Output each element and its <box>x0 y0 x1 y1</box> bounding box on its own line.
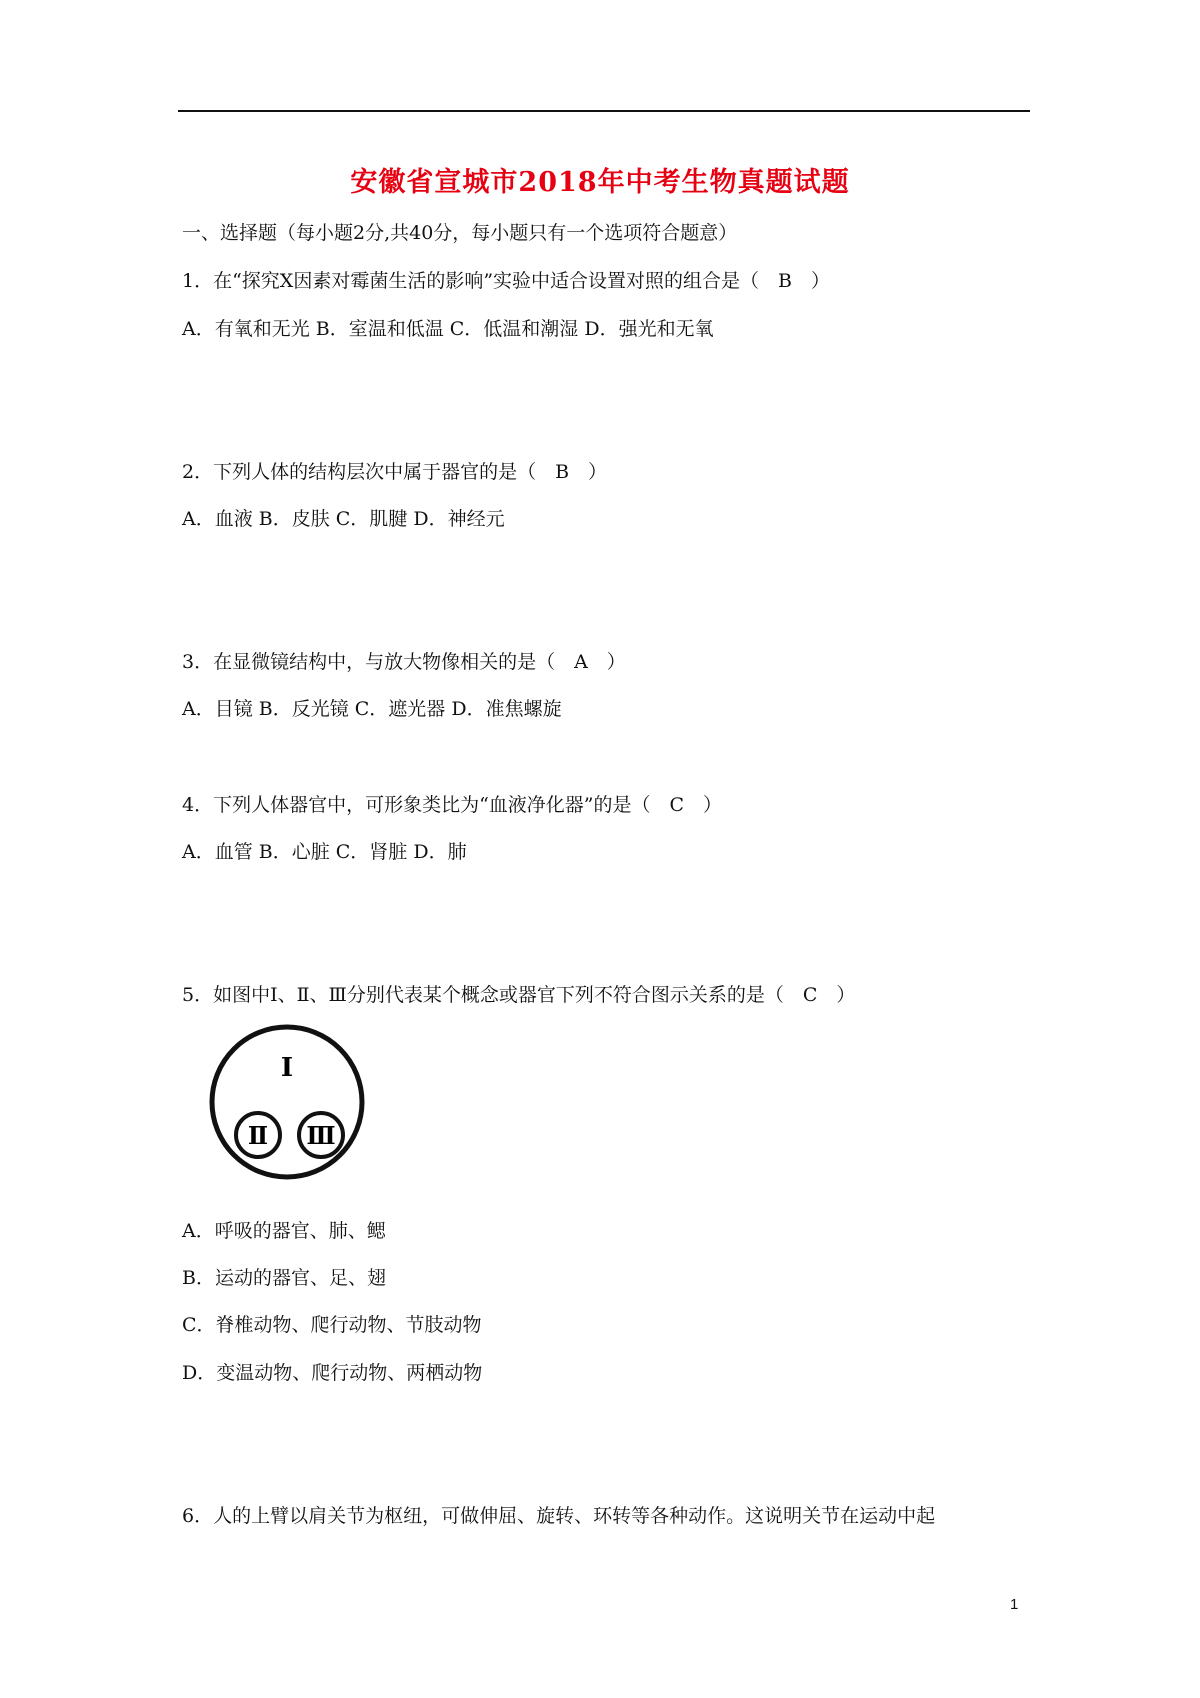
question-5-option-c: C．脊椎动物、爬行动物、节肢动物 <box>182 1314 482 1336</box>
question-3-stem: 3．在显微镜结构中，与放大物像相关的是（ A ） <box>182 651 626 673</box>
label-right: Ⅲ <box>306 1121 336 1150</box>
label-outer: I <box>280 1053 294 1083</box>
outer-circle <box>212 1027 362 1177</box>
document-title: 安徽省宣城市2018年中考生物真题试题 <box>350 167 850 198</box>
header-rule <box>178 110 1030 112</box>
question-5-option-b: B．运动的器官、足、翅 <box>182 1267 386 1289</box>
question-5-stem: 5．如图中Ⅰ、Ⅱ、Ⅲ分别代表某个概念或器官下列不符合图示关系的是（ C ） <box>182 984 856 1006</box>
venn-diagram <box>205 1018 369 1186</box>
section-heading: 一、选择题（每小题2分,共40分，每小题只有一个选项符合题意） <box>182 222 738 244</box>
question-4-stem: 4．下列人体器官中，可形象类比为“血液净化器”的是（ C ） <box>182 794 723 816</box>
question-2-options: A．血液 B．皮肤 C．肌腱 D．神经元 <box>182 508 505 530</box>
page-number: 1 <box>1010 1596 1019 1613</box>
question-3-options: A．目镜 B．反光镜 C．遮光器 D．准焦螺旋 <box>182 698 562 720</box>
question-4-options: A．血管 B．心脏 C．肾脏 D．肺 <box>182 841 467 863</box>
question-1-stem: 1．在“探究X因素对霉菌生活的影响”实验中适合设置对照的组合是（ B ） <box>182 270 831 292</box>
label-left: Ⅱ <box>247 1121 269 1150</box>
question-6-stem: 6．人的上臂以肩关节为枢纽，可做伸屈、旋转、环转等各种动作。这说明关节在运动中起 <box>182 1505 936 1527</box>
question-5-option-d: D．变温动物、爬行动物、两栖动物 <box>182 1362 483 1384</box>
question-2-stem: 2．下列人体的结构层次中属于器官的是（ B ） <box>182 461 608 483</box>
question-1-options: A．有氧和无光 B．室温和低温 C．低温和潮湿 D．强光和无氧 <box>182 318 714 340</box>
question-5-option-a: A．呼吸的器官、肺、鳃 <box>182 1220 386 1242</box>
